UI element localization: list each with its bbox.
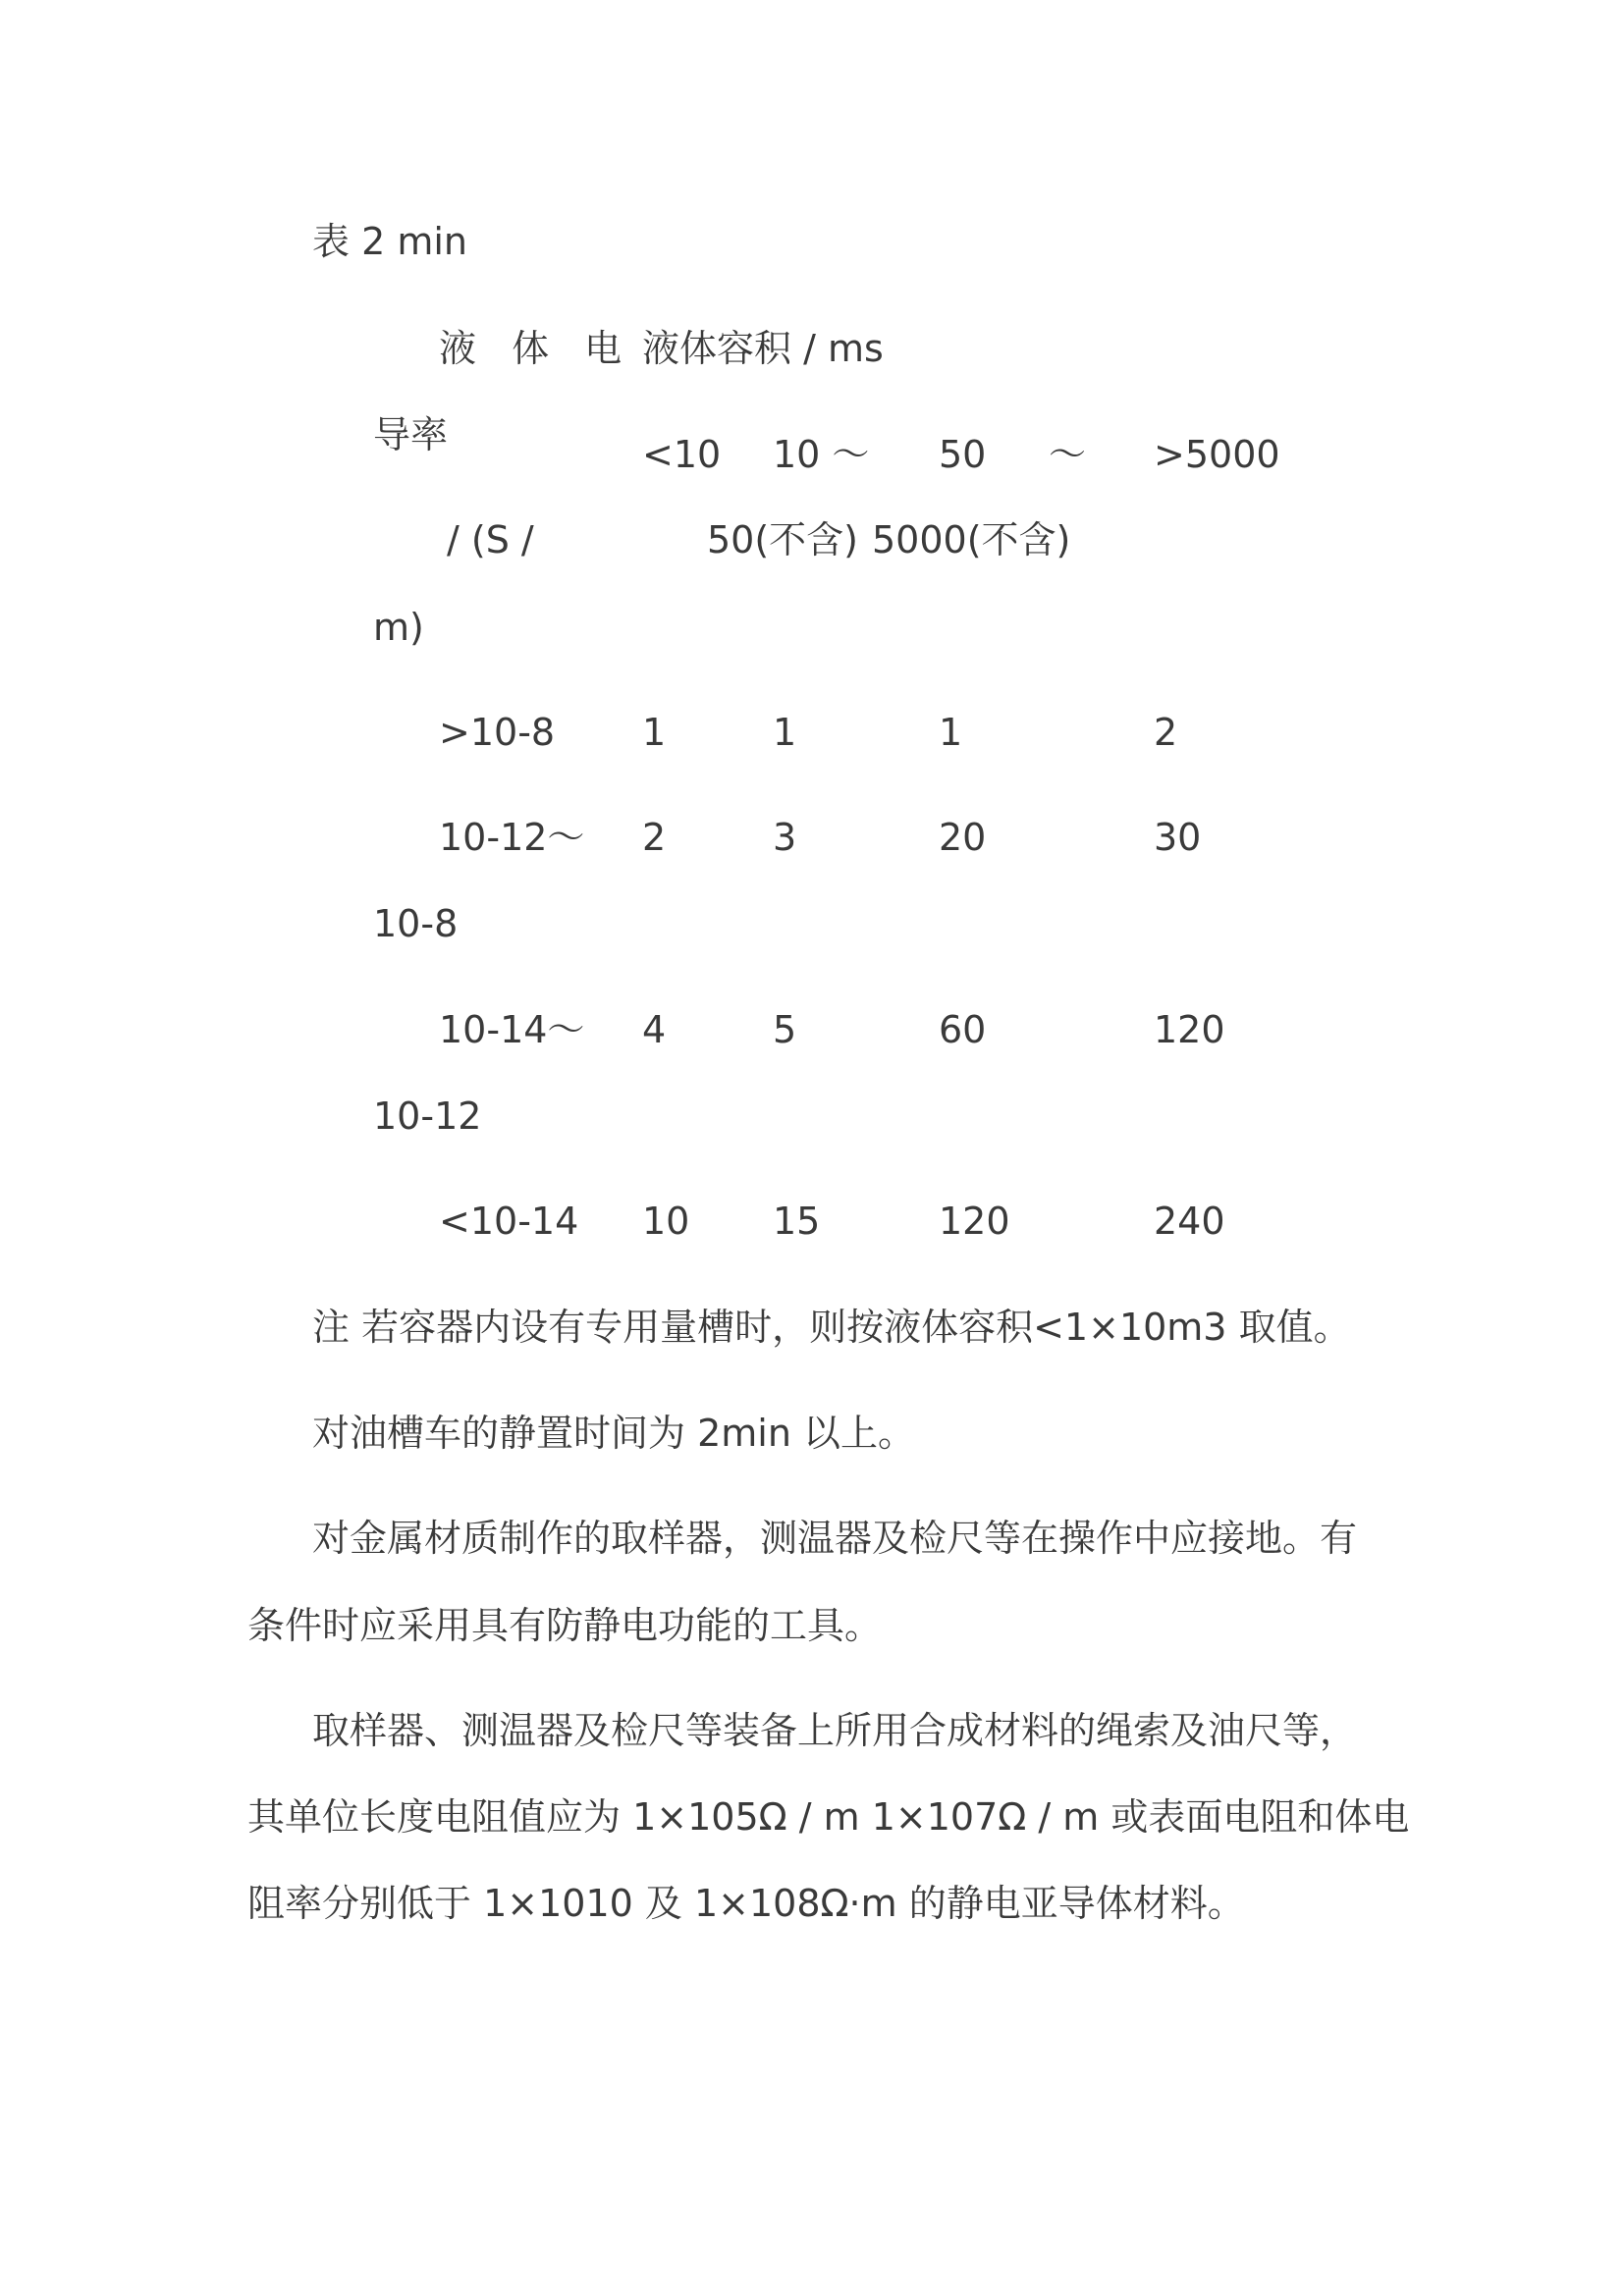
header-volume-title: 液体容积 / ms [642, 327, 884, 370]
note-paragraph: 注 若容器内设有专用量槽时，则按液体容积<1×10m3 取值。 [312, 1306, 1351, 1349]
header-col4: >5000 [1154, 433, 1280, 476]
row3-label-line2: 10-12 [373, 1095, 482, 1138]
row3-col1: 4 [642, 1008, 667, 1051]
table-caption: 表 2 min [312, 220, 467, 263]
paragraph-3-line3: 阻率分别低于 1×1010 及 1×108Ω·m 的静电亚导体材料。 [247, 1882, 1245, 1925]
header-row-label-line3: / (S / [447, 518, 534, 561]
row3-label-line1: 10-14～ [439, 1008, 585, 1051]
header-row-label-line1: 液 体 电 [439, 327, 634, 370]
header-col3-line1b: ～ [1049, 433, 1087, 476]
header-row-label-line4: m) [373, 606, 424, 649]
paragraph-3-line2: 其单位长度电阻值应为 1×105Ω / m 1×107Ω / m 或表面电阻和体电 [247, 1795, 1410, 1839]
row1-col1: 1 [642, 711, 667, 754]
row2-label-line1: 10-12～ [439, 816, 585, 859]
row3-col2: 5 [773, 1008, 797, 1051]
row2-label-line2: 10-8 [373, 902, 459, 945]
paragraph-3-line1: 取样器、测温器及检尺等装备上所用合成材料的绳索及油尺等， [312, 1709, 1358, 1752]
header-col3-line1a: 50 [939, 433, 987, 476]
row3-col3: 60 [939, 1008, 987, 1051]
header-col2-line1: 10 ～ [773, 433, 870, 476]
header-row-label-line2: 导率 [373, 413, 449, 456]
row1-col2: 1 [773, 711, 797, 754]
header-col2-line2: 50(不含) [707, 518, 859, 561]
row4-col3: 120 [939, 1200, 1010, 1243]
header-col1: <10 [642, 433, 722, 476]
paragraph-2-line2: 条件时应采用具有防静电功能的工具。 [247, 1604, 883, 1647]
row4-label: <10-14 [439, 1200, 579, 1243]
paragraph-1: 对油槽车的静置时间为 2min 以上。 [312, 1412, 915, 1455]
row4-col2: 15 [773, 1200, 821, 1243]
paragraph-2-line1: 对金属材质制作的取样器，测温器及检尺等在操作中应接地。有 [312, 1517, 1358, 1560]
row4-col4: 240 [1154, 1200, 1225, 1243]
header-col3-line2: 5000(不含) [872, 518, 1071, 561]
row2-col2: 3 [773, 816, 797, 859]
row3-col4: 120 [1154, 1008, 1225, 1051]
row2-col4: 30 [1154, 816, 1202, 859]
row1-label: >10-8 [439, 711, 556, 754]
row2-col1: 2 [642, 816, 667, 859]
row1-col4: 2 [1154, 711, 1178, 754]
row2-col3: 20 [939, 816, 987, 859]
row1-col3: 1 [939, 711, 963, 754]
row4-col1: 10 [642, 1200, 690, 1243]
